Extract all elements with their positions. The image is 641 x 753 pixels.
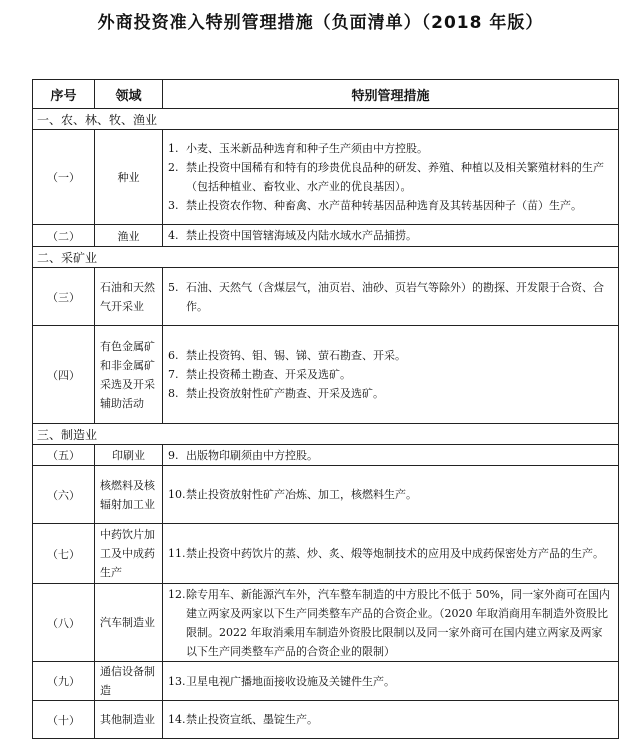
item-text: 禁止投资中药饮片的蒸、炒、炙、煅等炮制技术的应用及中成药保密处方产品的生产。 <box>186 547 604 560</box>
item-number: 6. <box>168 349 179 362</box>
item-text: 禁止投资中国管辖海域及内陆水域水产品捕捞。 <box>186 229 417 242</box>
measure-item <box>168 158 613 196</box>
item-text: 石油、天然气（含煤层气，油页岩、油砂、页岩气等除外）的勘探、开发限于合资、合作。 <box>186 280 604 313</box>
row-measures <box>163 445 619 466</box>
document-title: 外商投资准入特别管理措施（负面清单）（2018 年版） <box>97 13 544 33</box>
table-row <box>33 466 619 524</box>
item-text: 禁止投资中国稀有和特有的珍贵优良品种的研发、养殖、种植以及相关繁殖材料的生产（包括种植业、畜牧业、水产业的优良基因）。 <box>186 161 604 193</box>
table-row <box>33 445 619 466</box>
row-number: （五） <box>33 445 95 466</box>
item-number: 7. <box>168 368 179 381</box>
row-number: （八） <box>33 584 95 662</box>
section-heading: 二、采矿业 <box>33 247 619 268</box>
section-row <box>33 109 619 130</box>
row-field: 通信设备制造 <box>95 662 163 701</box>
measure-item <box>168 446 613 465</box>
item-number: 2. <box>168 161 179 174</box>
row-field: 渔业 <box>95 225 163 247</box>
row-number: （三） <box>33 268 95 326</box>
section-heading: 一、农、林、牧、渔业 <box>33 109 619 130</box>
header-no: 序号 <box>33 80 95 109</box>
table-row <box>33 268 619 326</box>
row-measures <box>163 466 619 524</box>
item-number: 9. <box>168 448 179 462</box>
item-text: 除专用车、新能源汽车外，汽车整车制造的中方股比不低于 50%，同一家外商可在国内建立两家及两家以下生产同类整车产品的合资企业。（2020 年取消商用车制造外资股比限制。2022 年取消乘用车制造外资股比限制以及同一家外商可在国内建立两家及两家以下生产同类整车产品的合资企业的限制） <box>186 587 610 658</box>
table-row <box>33 524 619 584</box>
item-text: 禁止投资放射性矿产勘查、开采及选矿。 <box>186 387 384 400</box>
row-measures <box>163 225 619 247</box>
item-text: 禁止投资宣纸、墨锭生产。 <box>186 713 318 726</box>
row-field: 其他制造业 <box>95 701 163 739</box>
measure-item <box>168 226 613 245</box>
item-text: 禁止投资农作物、种畜禽、水产苗种转基因品种选育及其转基因种子（苗）生产。 <box>186 199 582 212</box>
row-field: 中药饮片加工及中成药生产 <box>95 524 163 584</box>
row-measures <box>163 524 619 584</box>
row-field: 有色金属矿和非金属矿采选及开采辅助活动 <box>95 326 163 424</box>
section-heading: 三、制造业 <box>33 424 619 445</box>
item-number: 13. <box>168 674 186 688</box>
table-row <box>33 225 619 247</box>
item-text: 小麦、玉米新品种选育和种子生产须由中方控股。 <box>186 142 428 155</box>
item-text: 禁止投资放射性矿产冶炼、加工，核燃料生产。 <box>186 488 417 501</box>
section-row <box>33 247 619 268</box>
measure-item <box>168 196 613 215</box>
measure-item <box>168 278 613 316</box>
item-number: 10. <box>168 488 186 501</box>
row-number: （七） <box>33 524 95 584</box>
row-number: （十） <box>33 701 95 739</box>
negative-list-table <box>32 79 619 739</box>
measure-item <box>168 544 613 563</box>
table-row <box>33 130 619 225</box>
row-number: （四） <box>33 326 95 424</box>
header-measures: 特别管理措施 <box>163 80 619 109</box>
row-field: 印刷业 <box>95 445 163 466</box>
table-row <box>33 662 619 701</box>
item-text: 卫星电视广播地面接收设施及关键件生产。 <box>186 674 395 688</box>
item-number: 5. <box>168 280 179 294</box>
row-measures <box>163 701 619 739</box>
measure-item <box>168 346 613 365</box>
table-row <box>33 701 619 739</box>
measure-item <box>168 710 613 729</box>
row-number: （一） <box>33 130 95 225</box>
row-field: 种业 <box>95 130 163 225</box>
row-field: 石油和天然气开采业 <box>95 268 163 326</box>
item-text: 禁止投资稀土勘查、开采及选矿。 <box>186 368 351 381</box>
section-row <box>33 424 619 445</box>
row-measures <box>163 268 619 326</box>
item-number: 11. <box>168 547 186 560</box>
measure-item <box>168 384 613 403</box>
item-number: 3. <box>168 199 179 212</box>
row-measures <box>163 662 619 701</box>
measure-item <box>168 139 613 158</box>
item-number: 4. <box>168 229 179 242</box>
row-number: （二） <box>33 225 95 247</box>
row-number: （九） <box>33 662 95 701</box>
row-field: 汽车制造业 <box>95 584 163 662</box>
row-number: （六） <box>33 466 95 524</box>
measure-item <box>168 365 613 384</box>
header-field: 领域 <box>95 80 163 109</box>
item-text: 出版物印刷须由中方控股。 <box>186 448 318 462</box>
item-number: 12. <box>168 587 186 601</box>
table-header-row <box>33 80 619 109</box>
measure-item <box>168 485 613 504</box>
table-row <box>33 584 619 662</box>
row-measures <box>163 130 619 225</box>
item-number: 14. <box>168 713 186 726</box>
row-measures <box>163 326 619 424</box>
item-text: 禁止投资钨、钼、锡、锑、萤石勘查、开采。 <box>186 349 406 362</box>
row-measures <box>163 584 619 662</box>
item-number: 8. <box>168 387 179 400</box>
measure-item <box>168 585 613 661</box>
measure-item <box>168 672 613 691</box>
item-number: 1. <box>168 142 179 155</box>
table-row <box>33 326 619 424</box>
row-field: 核燃料及核辐射加工业 <box>95 466 163 524</box>
